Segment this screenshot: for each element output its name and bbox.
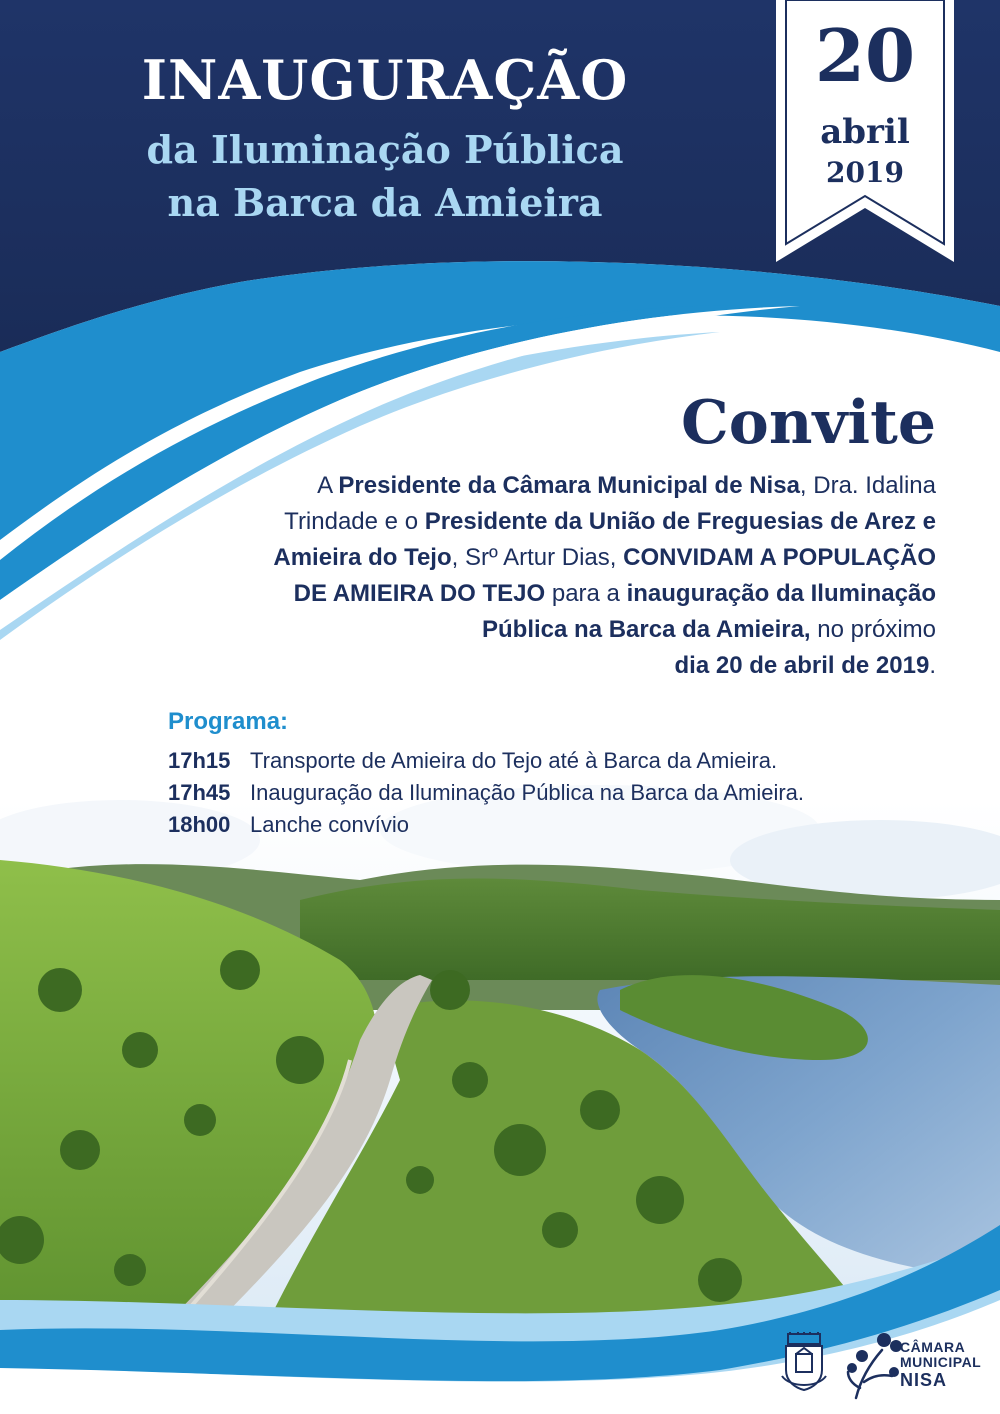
date-day: 20 <box>814 13 916 98</box>
invitation-text-3: , Srº Artur Dias, <box>451 544 624 571</box>
logo-line-3: NISA <box>900 1370 948 1390</box>
logo-line-1: CÂMARA <box>900 1339 966 1355</box>
programa-description: Inauguração da Iluminação Pública na Barca da Amieira. <box>250 780 805 805</box>
programa-list <box>168 748 868 844</box>
page-subtitle-line-2: na Barca da Amieira <box>167 180 603 225</box>
flower-logo-icon <box>842 1326 906 1400</box>
invitation-text-4: para a <box>545 580 627 607</box>
date-year: 2019 <box>826 156 904 189</box>
invitation-bold-2: Presidente da União de Freguesias de Arez e Amieira do Tejo <box>273 508 936 571</box>
programa-description: Lanche convívio <box>250 812 409 837</box>
invitation-text-1: A <box>317 472 339 499</box>
invitation-bold-5: dia 20 de abril de 2019 <box>674 652 930 679</box>
date-month: abril <box>820 112 910 152</box>
invitation-text-5: no próximo <box>810 616 936 643</box>
programa-item <box>168 780 868 812</box>
programa-time: 17h15 <box>168 748 231 773</box>
coat-of-arms-icon <box>778 1332 830 1394</box>
invitation-text-2: , Dra. Idalina Trindade e o <box>284 472 936 535</box>
page-title: INAUGURAÇÃO <box>141 48 629 112</box>
invitation-bold-3: CONVIDAM A POPULAÇÃO DE AMIEIRA DO TEJO <box>293 544 936 607</box>
invitation-text-6: . <box>929 652 936 679</box>
invitation-bold-4: inauguração da Iluminação Pública na Barca da Amieira, <box>482 580 936 643</box>
programa-item <box>168 812 868 844</box>
invitation-bold-1: Presidente da Câmara Municipal de Nisa <box>338 472 800 499</box>
programa-item <box>168 748 868 780</box>
landscape-photo <box>0 785 1000 1360</box>
page-subtitle-line-1: da Iluminação Pública <box>146 127 624 172</box>
programa-time: 18h00 <box>168 812 231 837</box>
programa-time: 17h45 <box>168 780 231 805</box>
logo-line-2: MUNICIPAL <box>900 1354 982 1370</box>
municipal-logo-text <box>900 1340 990 1390</box>
programa-description: Transporte de Amieira do Tejo até à Barca da Amieira. <box>250 748 778 773</box>
programa-title: Programa: <box>168 708 289 735</box>
invitation-heading: Convite <box>681 388 936 458</box>
invitation-text <box>236 468 936 684</box>
